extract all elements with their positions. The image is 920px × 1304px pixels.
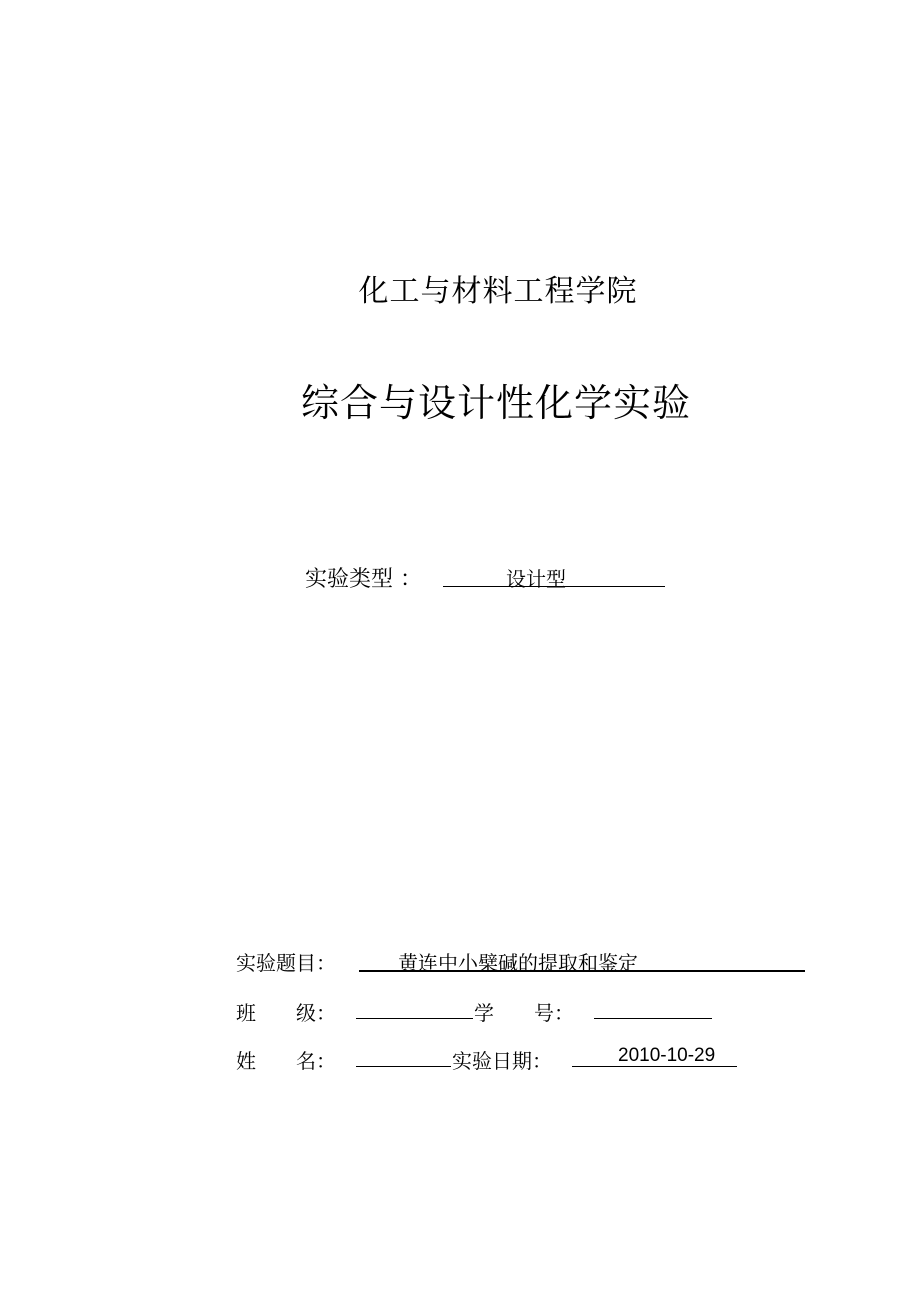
- experiment-date-value: 2010-10-29: [618, 1045, 716, 1066]
- student-number-underline: [594, 1018, 712, 1019]
- experiment-date-label: 实验日期：: [452, 1049, 552, 1073]
- name-label: 姓 名：: [236, 1049, 336, 1073]
- experiment-title-label: 实验题目：: [236, 951, 336, 975]
- name-underline: [356, 1066, 451, 1067]
- course-title: 综合与设计性化学实验: [300, 381, 691, 425]
- class-label: 班 级：: [236, 1001, 336, 1025]
- student-number-label: 学 号：: [474, 1001, 574, 1025]
- experiment-title-value: 黄连中小檗碱的提取和鉴定: [398, 951, 638, 975]
- experiment-type-value: 设计型: [506, 567, 566, 591]
- experiment-type-label: 实验类型 ：: [305, 567, 422, 592]
- college-name: 化工与材料工程学院: [358, 274, 638, 309]
- class-underline: [356, 1018, 473, 1019]
